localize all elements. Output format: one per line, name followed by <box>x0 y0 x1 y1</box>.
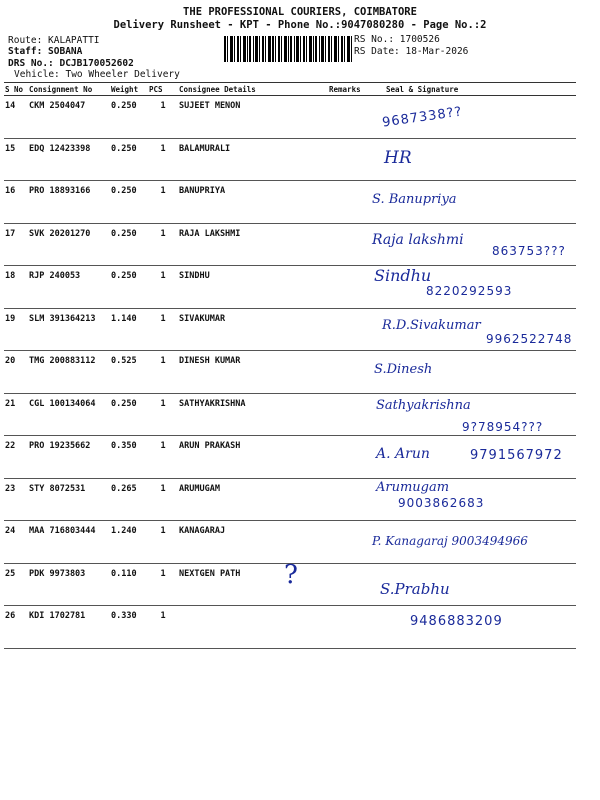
cell-consignee: SIVAKUMAR <box>178 308 328 351</box>
cell-remarks <box>328 478 378 521</box>
signature-16: S. Banupriya <box>372 192 457 207</box>
cell-remarks <box>328 563 378 606</box>
cell-pcs: 1 <box>148 351 178 394</box>
cell-consignee: SINDHU <box>178 266 328 309</box>
remark-25-mark: ? <box>284 560 298 590</box>
cell-sno: 17 <box>4 223 28 266</box>
company-title: THE PROFESSIONAL COURIERS, COIMBATORE <box>183 6 417 18</box>
col-weight: Weight <box>110 83 148 96</box>
cell-sno: 19 <box>4 308 28 351</box>
cell-sno: 18 <box>4 266 28 309</box>
table-header-row <box>4 83 576 96</box>
cell-weight: 0.250 <box>110 96 148 139</box>
signature-14: 9687338?? <box>381 104 464 131</box>
col-pcs: PCS <box>148 83 178 96</box>
cell-weight: 0.110 <box>110 563 148 606</box>
signature-23-number: 9003862683 <box>398 496 485 510</box>
cell-remarks <box>328 96 378 139</box>
cell-weight: 0.250 <box>110 223 148 266</box>
cell-consignee: RAJA LAKSHMI <box>178 223 328 266</box>
cell-consignee: NEXTGEN PATH <box>178 563 328 606</box>
cell-pcs: 1 <box>148 521 178 564</box>
cell-pcs: 1 <box>148 223 178 266</box>
cell-weight: 0.330 <box>110 606 148 649</box>
signature-19-number: 9962522748 <box>486 332 573 346</box>
runsheet-subtitle: Delivery Runsheet - KPT - Phone No.:9047080280 - Page No.:2 <box>113 19 487 31</box>
table-row <box>4 138 576 181</box>
cell-sno: 21 <box>4 393 28 436</box>
table-row <box>4 478 576 521</box>
cell-cno: PRO 18893166 <box>28 181 110 224</box>
cell-remarks <box>328 351 378 394</box>
cell-cno: KDI 1702781 <box>28 606 110 649</box>
cell-sno: 23 <box>4 478 28 521</box>
signature-17-name: Raja lakshmi <box>372 232 464 248</box>
cell-consignee: DINESH KUMAR <box>178 351 328 394</box>
cell-cno: SVK 20201270 <box>28 223 110 266</box>
cell-pcs: 1 <box>148 138 178 181</box>
cell-remarks <box>328 436 378 479</box>
cell-consignee: SATHYAKRISHNA <box>178 393 328 436</box>
cell-weight: 0.525 <box>110 351 148 394</box>
col-consignee: Consignee Details <box>178 83 328 96</box>
cell-sno: 20 <box>4 351 28 394</box>
cell-sno: 22 <box>4 436 28 479</box>
col-consignment: Consignment No <box>28 83 110 96</box>
staff-label: Staff: SOBANA <box>8 46 83 57</box>
cell-cno: RJP 240053 <box>28 266 110 309</box>
cell-weight: 1.240 <box>110 521 148 564</box>
cell-cno: MAA 716803444 <box>28 521 110 564</box>
cell-sno: 24 <box>4 521 28 564</box>
cell-weight: 0.250 <box>110 181 148 224</box>
drs-number: DRS No.: DCJB170052602 <box>8 58 134 69</box>
cell-sno: 25 <box>4 563 28 606</box>
cell-weight: 0.250 <box>110 138 148 181</box>
cell-remarks <box>328 521 378 564</box>
cell-pcs: 1 <box>148 478 178 521</box>
cell-remarks <box>328 181 378 224</box>
vehicle-label: Vehicle: Two Wheeler Delivery <box>14 69 180 80</box>
signature-18-name: Sindhu <box>374 266 432 285</box>
cell-pcs: 1 <box>148 181 178 224</box>
signature-21-number: 9?78954??? <box>462 420 544 434</box>
col-signature: Seal & Signature <box>378 83 576 96</box>
cell-sno: 14 <box>4 96 28 139</box>
cell-remarks <box>328 308 378 351</box>
cell-consignee: BALAMURALI <box>178 138 328 181</box>
signature-26-number: 9486883209 <box>410 614 503 629</box>
cell-consignee: SUJEET MENON <box>178 96 328 139</box>
cell-pcs: 1 <box>148 436 178 479</box>
cell-consignee: BANUPRIYA <box>178 181 328 224</box>
signature-20: S.Dinesh <box>374 362 433 377</box>
cell-cno: STY 8072531 <box>28 478 110 521</box>
cell-weight: 0.350 <box>110 436 148 479</box>
signature-21-name: Sathyakrishna <box>376 398 471 413</box>
cell-sno: 26 <box>4 606 28 649</box>
cell-remarks <box>328 223 378 266</box>
cell-remarks <box>328 138 378 181</box>
signature-22-name: A. Arun <box>376 446 430 462</box>
cell-weight: 0.250 <box>110 266 148 309</box>
rs-date: RS Date: 18-Mar-2026 <box>354 46 469 57</box>
signature-17-number: 863753??? <box>492 244 566 258</box>
cell-cno: SLM 391364213 <box>28 308 110 351</box>
col-sno: S No <box>4 83 28 96</box>
cell-cno: PRO 19235662 <box>28 436 110 479</box>
cell-consignee <box>178 606 328 649</box>
cell-pcs: 1 <box>148 308 178 351</box>
cell-cno: EDQ 12423398 <box>28 138 110 181</box>
cell-pcs: 1 <box>148 96 178 139</box>
col-remarks: Remarks <box>328 83 378 96</box>
table-row <box>4 96 576 139</box>
cell-cno: CGL 100134064 <box>28 393 110 436</box>
cell-remarks <box>328 606 378 649</box>
cell-consignee: KANAGARAJ <box>178 521 328 564</box>
signature-24: P. Kanagaraj 9003494966 <box>372 534 528 548</box>
route-label: Route: KALAPATTI <box>8 35 100 46</box>
signature-19-name: R.D.Sivakumar <box>382 318 481 333</box>
table-row <box>4 181 576 224</box>
cell-weight: 0.250 <box>110 393 148 436</box>
barcode <box>224 36 352 62</box>
cell-weight: 0.265 <box>110 478 148 521</box>
signature-18-number: 8220292593 <box>426 284 513 298</box>
cell-cno: PDK 9973803 <box>28 563 110 606</box>
cell-cno: TMG 200883112 <box>28 351 110 394</box>
cell-cno: CKM 2504047 <box>28 96 110 139</box>
cell-consignee: ARUMUGAM <box>178 478 328 521</box>
table-row <box>4 351 576 394</box>
signature-15: HR <box>384 148 412 168</box>
cell-pcs: 1 <box>148 606 178 649</box>
rs-number: RS No.: 1700526 <box>354 34 440 45</box>
cell-weight: 1.140 <box>110 308 148 351</box>
signature-23-name: Arumugam <box>376 480 450 495</box>
signature-22-number: 9791567972 <box>470 448 563 463</box>
cell-sno: 15 <box>4 138 28 181</box>
cell-remarks <box>328 266 378 309</box>
cell-pcs: 1 <box>148 393 178 436</box>
table-row <box>4 223 576 266</box>
cell-pcs: 1 <box>148 563 178 606</box>
cell-remarks <box>328 393 378 436</box>
cell-consignee: ARUN PRAKASH <box>178 436 328 479</box>
signature-26-name: S.Prabhu <box>380 580 450 598</box>
cell-sno: 16 <box>4 181 28 224</box>
cell-pcs: 1 <box>148 266 178 309</box>
